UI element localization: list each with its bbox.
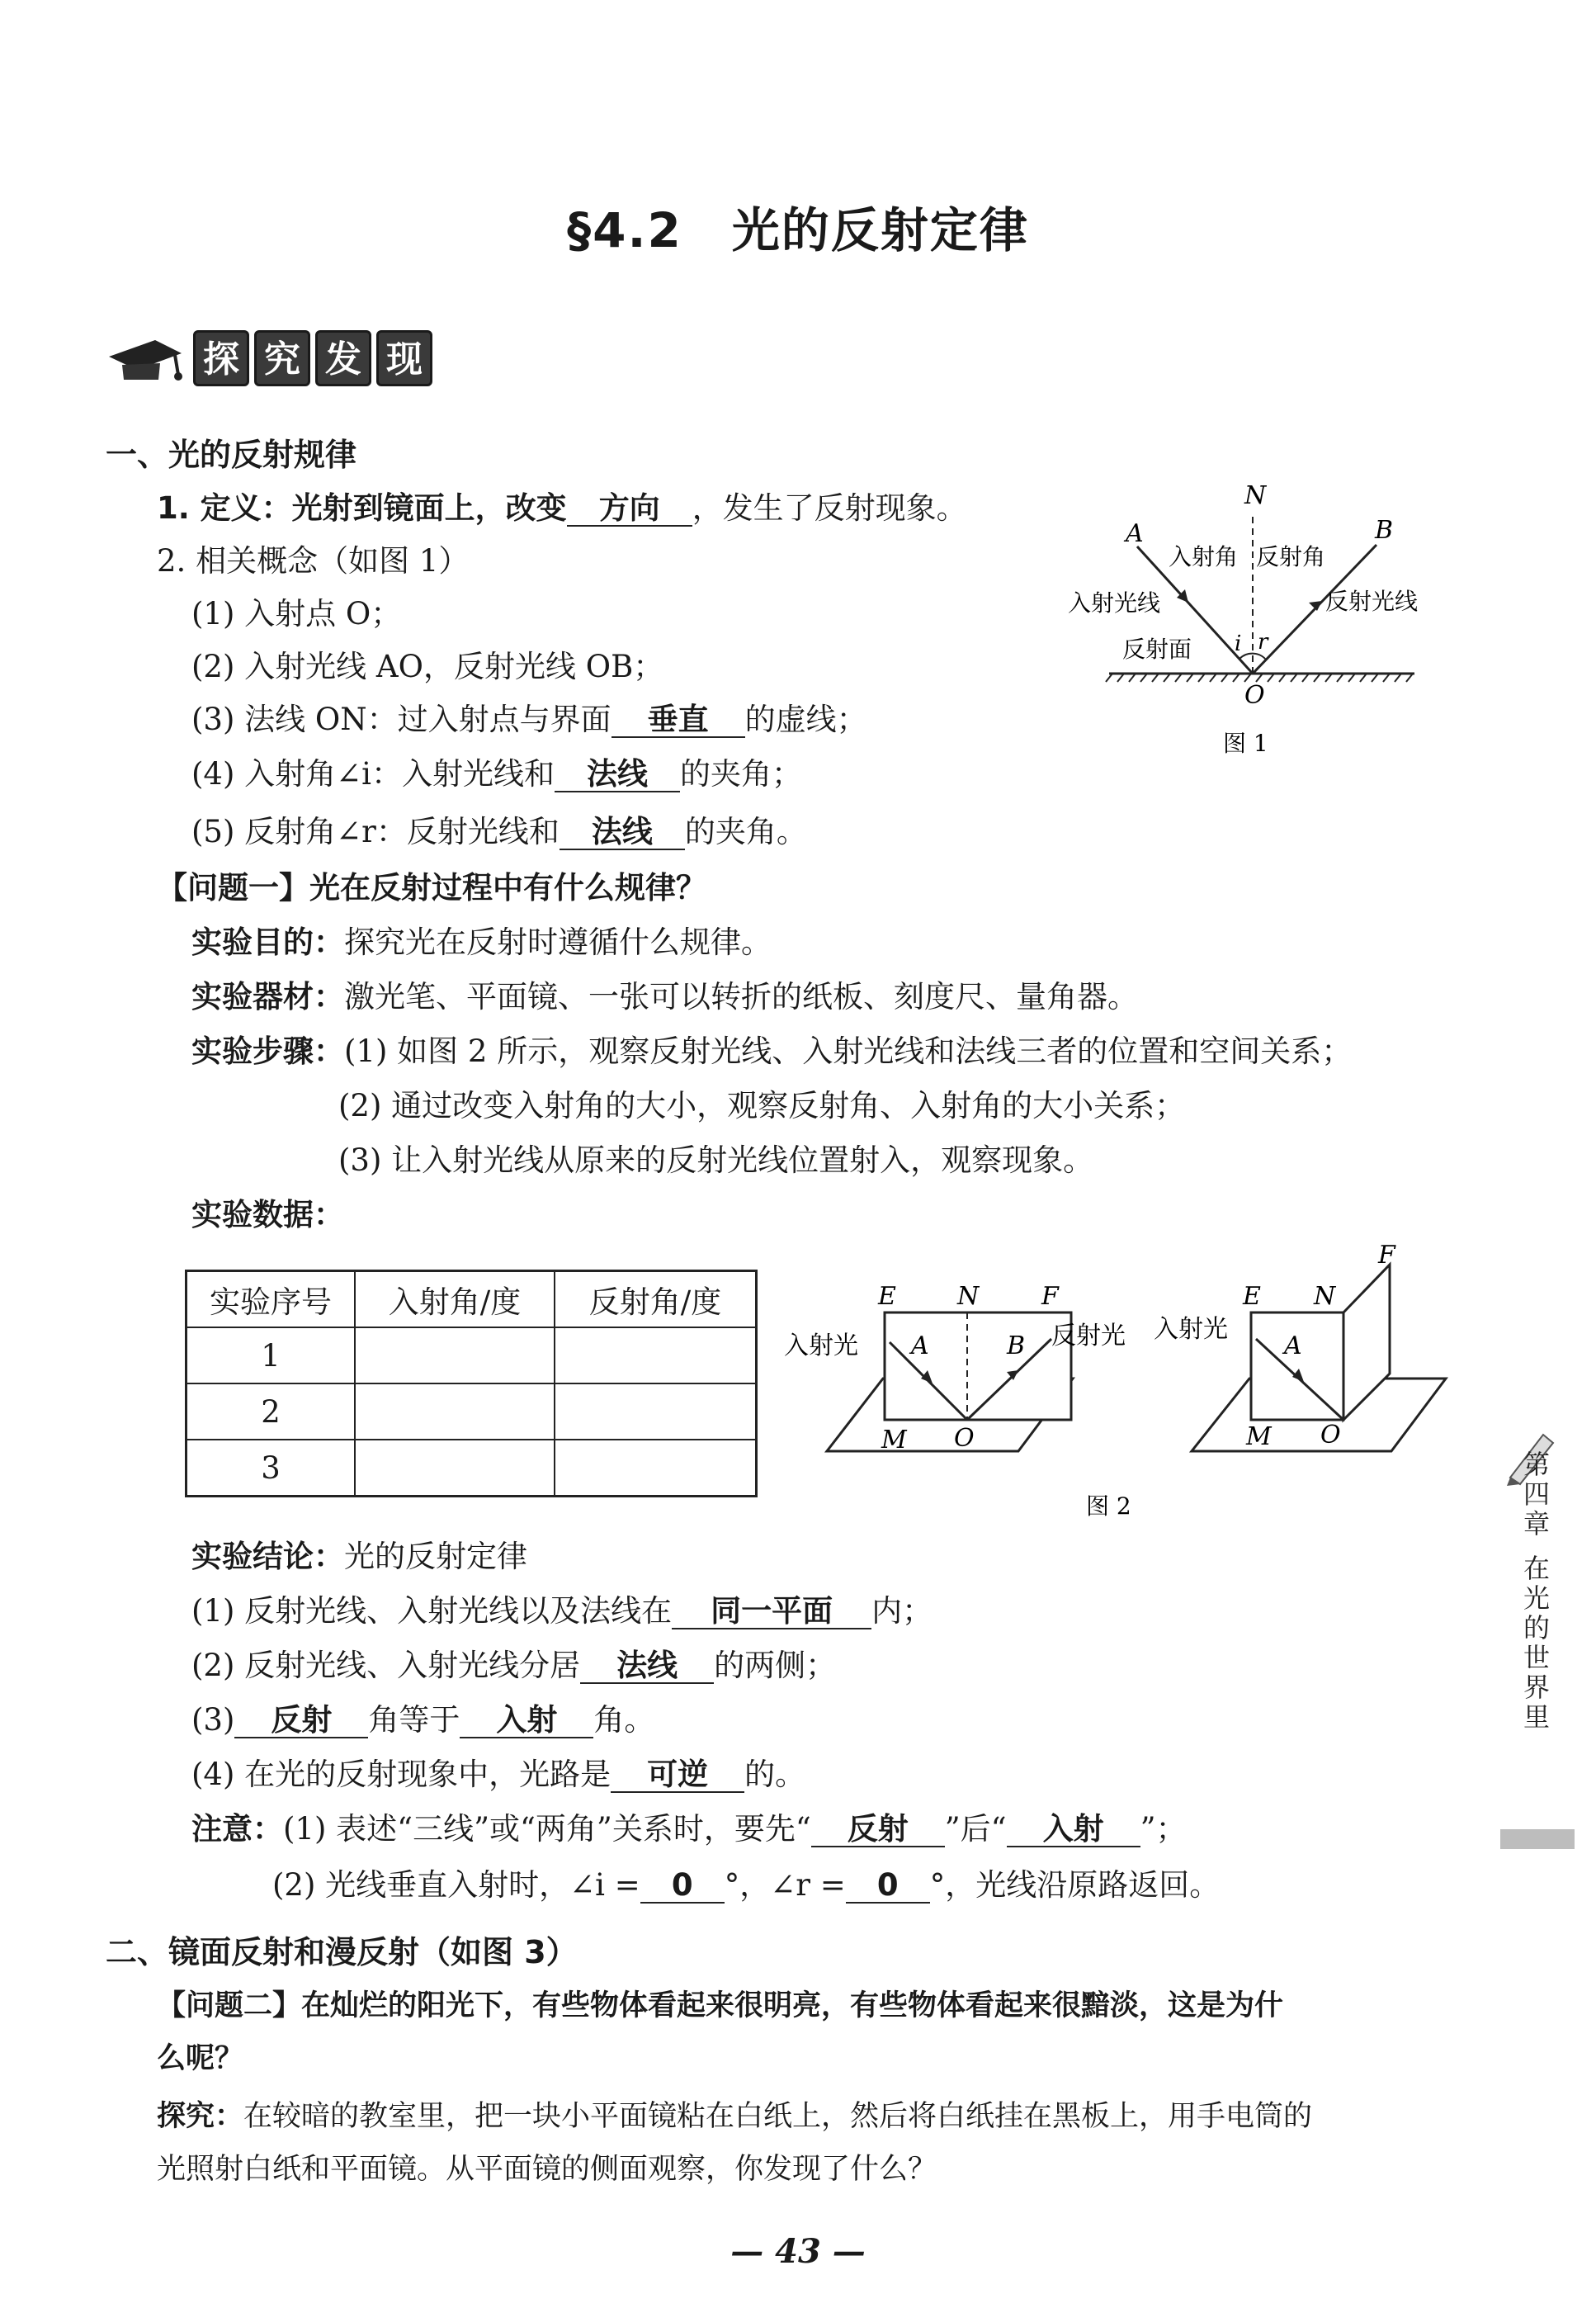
concept-item-2: (2) 入射光线 AO，反射光线 OB； (191, 649, 664, 684)
note-1 (191, 1809, 1187, 1849)
item-text: (4) 入射角∠i：入射光线和 (191, 756, 555, 792)
answer-blank: 方向 (567, 492, 692, 527)
figure-2-caption: 图 2 (1086, 1492, 1131, 1520)
label-e: E (878, 1282, 896, 1311)
table-cell (555, 1327, 757, 1383)
note-text: °，∠r = (724, 1867, 846, 1903)
rule-text: 角等于 (368, 1702, 460, 1738)
rule-text: 角。 (593, 1702, 655, 1738)
label-reflect-angle: 反射角 (1256, 543, 1326, 570)
table-header: 实验序号 (187, 1271, 356, 1328)
chapter-side-tab (1507, 1450, 1566, 1732)
badge-char: 现 (376, 330, 432, 386)
label-a: A (1284, 1331, 1302, 1360)
label-a: A (1126, 519, 1144, 548)
label-incident-light: 入射光 (1154, 1315, 1228, 1344)
experiment-step-3: (3) 让入射光线从原来的反射光线位置射入，观察现象。 (338, 1142, 1094, 1178)
chapter-number: 第 四 章 (1523, 1449, 1550, 1539)
table-header: 入射角/度 (355, 1271, 555, 1328)
badge-char: 发 (315, 330, 371, 386)
concept-item-4 (191, 754, 802, 794)
rule-text: (1) 反射光线、入射光线以及法线在 (191, 1593, 673, 1629)
answer-blank: 可逆 (611, 1758, 744, 1793)
table-cell (355, 1440, 555, 1497)
answer-blank: 垂直 (611, 703, 745, 738)
field-label: 探究： (157, 2100, 244, 2133)
label-incident-angle: 入射角 (1169, 543, 1239, 570)
item-text: (5) 反射角∠r：反射光线和 (191, 814, 560, 849)
label-r: r (1258, 630, 1268, 655)
rule-2 (191, 1646, 836, 1686)
answer-blank: 法线 (555, 758, 680, 792)
answer-blank: 入射 (1007, 1813, 1140, 1847)
table-cell: 2 (187, 1383, 356, 1440)
table-cell (555, 1440, 757, 1497)
label-surface: 反射面 (1122, 636, 1192, 663)
label-reflect-ray: 反射光线 (1325, 588, 1419, 615)
section-heading-1: 一、光的反射规律 (106, 437, 357, 473)
experiment-equipment (191, 977, 1138, 1017)
label-reflect-light: 反射光 (1051, 1322, 1126, 1350)
concept-item-1: (1) 入射点 O； (191, 596, 402, 631)
label-m: M (881, 1426, 907, 1454)
answer-blank: 法线 (580, 1649, 714, 1684)
table-cell (355, 1383, 555, 1440)
table-row (187, 1440, 757, 1497)
rule-3 (191, 1700, 654, 1740)
explore-line (157, 2097, 1312, 2136)
label-m: M (1246, 1422, 1272, 1451)
field-text: 探究光在反射时遵循什么规律。 (344, 925, 772, 960)
definition-text: ，发生了反射现象。 (692, 490, 967, 526)
label-n: N (957, 1282, 980, 1311)
section-title: 光的反射定律 (731, 202, 1029, 258)
label-b: B (1375, 516, 1394, 545)
question-two-cont: 么呢？ (157, 2042, 244, 2075)
answer-blank: 0 (846, 1869, 930, 1904)
concept-item-3 (191, 700, 867, 740)
rule-1 (191, 1591, 933, 1631)
table-cell (555, 1383, 757, 1440)
label-incident-ray: 入射光线 (1068, 589, 1161, 617)
definition-line (157, 489, 967, 528)
page-title (0, 192, 1596, 261)
rule-text: (4) 在光的反射现象中，光路是 (191, 1757, 611, 1792)
data-table (185, 1270, 758, 1497)
rule-4 (191, 1755, 805, 1795)
explore-text: 在较暗的教室里，把一块小平面镜粘在白纸上，然后将白纸挂在黑板上，用手电筒的 (243, 2100, 1313, 2133)
chapter-title: 在 光 的 世 界 里 (1523, 1553, 1550, 1733)
rule-text: 内； (871, 1593, 933, 1629)
label-o: O (1320, 1421, 1341, 1450)
graduation-cap-icon (106, 332, 185, 390)
table-row (187, 1327, 757, 1383)
note-text: (2) 光线垂直入射时，∠i = (272, 1867, 640, 1903)
label-i: i (1235, 631, 1242, 656)
label-a: A (911, 1331, 929, 1360)
answer-blank: 同一平面 (672, 1595, 871, 1629)
experiment-step-1 (191, 1032, 1352, 1071)
field-label: 实验目的： (191, 925, 344, 960)
step-text: (1) 如图 2 所示，观察反射光线、入射光线和法线三者的位置和空间关系； (344, 1033, 1353, 1069)
label-n: N (1244, 481, 1267, 510)
concept-item-5 (191, 812, 807, 852)
item-text: 的虚线； (744, 702, 867, 737)
rule-text: 的。 (744, 1757, 806, 1792)
label-n: N (1314, 1282, 1336, 1311)
experiment-purpose (191, 923, 772, 962)
conclusion-line (191, 1537, 527, 1577)
field-text: 光的反射定律 (344, 1539, 527, 1574)
table-row (187, 1383, 757, 1440)
field-label: 注意： (191, 1811, 283, 1847)
badge-char: 究 (254, 330, 310, 386)
note-2 (272, 1866, 1220, 1905)
label-o: O (1244, 681, 1265, 710)
label-incident-light: 入射光 (784, 1331, 858, 1360)
table-cell (355, 1327, 555, 1383)
section-number: §4.2 (567, 202, 682, 258)
answer-blank: 反射 (811, 1813, 945, 1847)
explore-line-2: 光照射白纸和平面镜。从平面镜的侧面观察，你发现了什么？ (157, 2153, 937, 2186)
rule-text: (2) 反射光线、入射光线分居 (191, 1648, 581, 1683)
table-header: 反射角/度 (555, 1271, 757, 1328)
label-f: F (1041, 1282, 1059, 1311)
section-heading-2: 二、镜面反射和漫反射（如图 3） (106, 1934, 578, 1970)
label-e: E (1243, 1282, 1261, 1311)
note-text: °，光线沿原路返回。 (929, 1867, 1221, 1903)
note-text: (1) 表述“三线”或“两角”关系时，要先“ (283, 1811, 811, 1847)
item-text: (3) 法线 ON：过入射点与界面 (191, 702, 611, 737)
figure-1-caption: 图 1 (1223, 730, 1268, 757)
note-text: ”； (1140, 1811, 1187, 1847)
figure-1 (1065, 479, 1452, 776)
answer-blank: 法线 (560, 816, 685, 850)
label-f: F (1378, 1241, 1395, 1270)
item-text: 的夹角。 (684, 814, 807, 849)
badge-char: 探 (193, 330, 249, 386)
label-o: O (954, 1424, 975, 1453)
experiment-step-2: (2) 通过改变入射角的大小，观察反射角、入射角的大小关系； (338, 1088, 1186, 1123)
question-one: 【问题一】光在反射过程中有什么规律？ (157, 870, 706, 906)
label-b: B (1007, 1331, 1026, 1360)
concept-line: 2. 相关概念（如图 1） (157, 543, 470, 579)
table-cell: 3 (187, 1440, 356, 1497)
item-text: 的夹角； (680, 756, 803, 792)
field-text: 激光笔、平面镜、一张可以转折的纸板、刻度尺、量角器。 (344, 979, 1138, 1014)
answer-blank: 0 (640, 1869, 725, 1904)
rule-text: 的两侧； (714, 1648, 837, 1683)
figure-2 (779, 1241, 1472, 1527)
experiment-data-label: 实验数据： (191, 1197, 344, 1232)
answer-blank: 入射 (460, 1704, 593, 1738)
definition-text: 1. 定义：光射到镜面上，改变 (157, 490, 567, 526)
note-text: ”后“ (944, 1811, 1007, 1847)
table-cell: 1 (187, 1327, 356, 1383)
field-label: 实验结论： (191, 1539, 344, 1574)
page-number: — 43 — (730, 2232, 866, 2271)
field-label: 实验器材： (191, 979, 344, 1014)
question-two: 【问题二】在灿烂的阳光下，有些物体看起来很明亮，有些物体看起来很黯淡，这是为什 (157, 1989, 1284, 2022)
field-label: 实验步骤： (191, 1033, 344, 1069)
table-header-row (187, 1271, 757, 1328)
answer-blank: 反射 (234, 1704, 368, 1738)
rule-text: (3) (191, 1702, 235, 1738)
side-bar-decoration (1500, 1829, 1575, 1849)
